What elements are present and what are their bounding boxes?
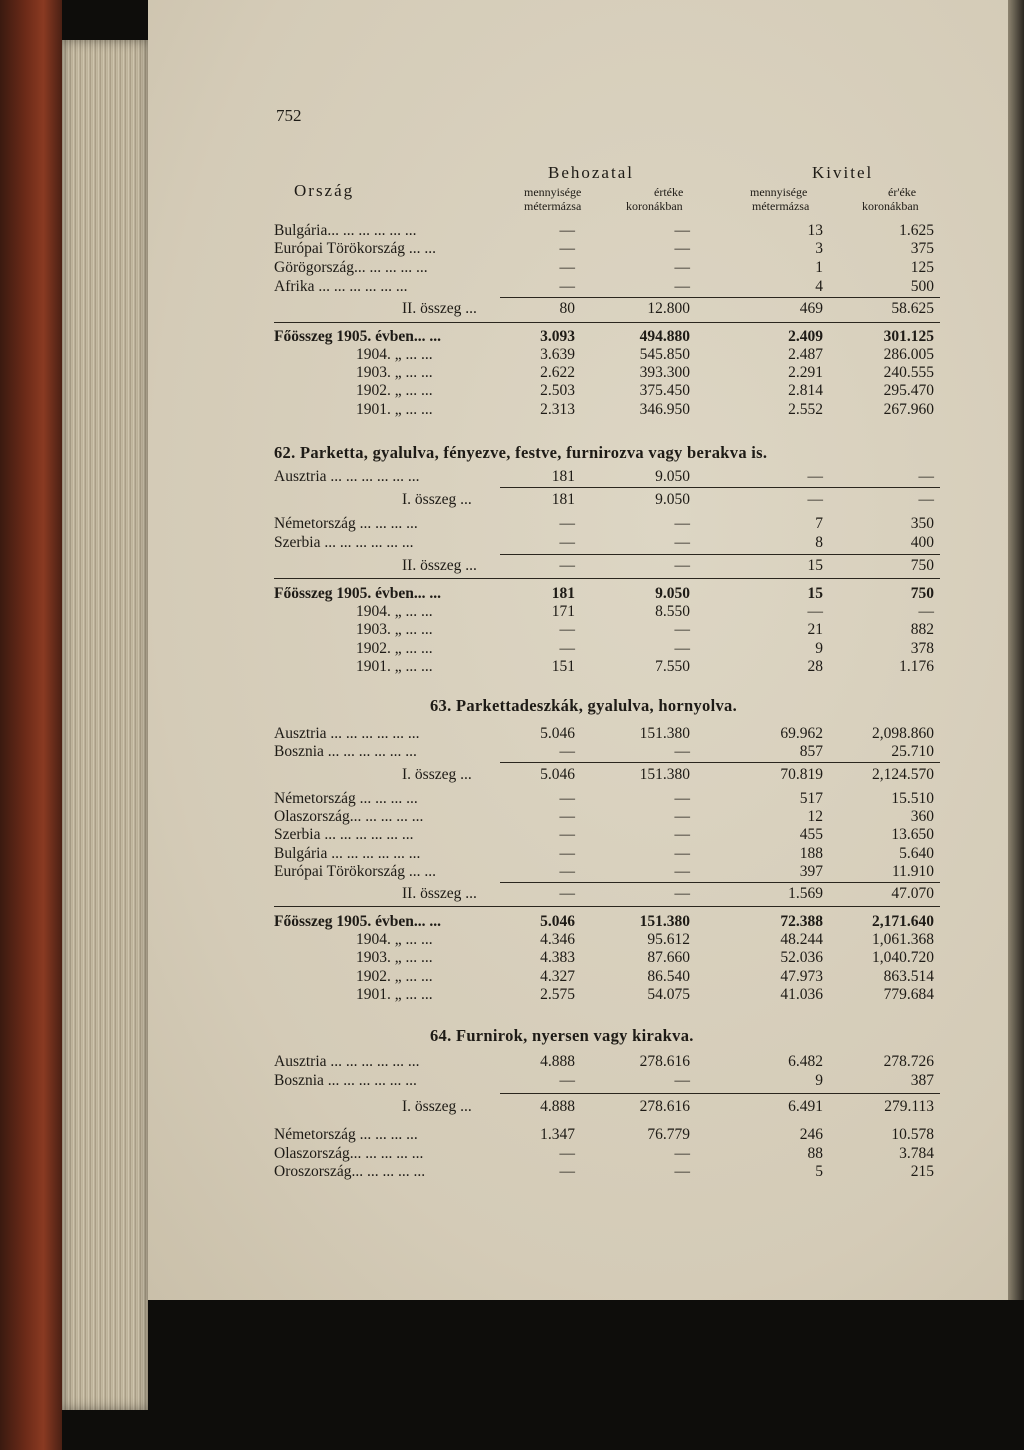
cell-c1: 4.888 — [540, 1053, 575, 1070]
country-label: Németország ... ... ... ... — [274, 1126, 418, 1143]
country-label: Főösszeg 1905. évben... ... — [274, 913, 442, 930]
cell-c2: 151.380 — [639, 725, 690, 742]
cell-c4: 295.470 — [883, 382, 934, 399]
header-kivitel: Kivitel — [812, 163, 874, 182]
cell-c3: 48.244 — [780, 931, 823, 948]
cell-c3: 52.036 — [780, 949, 823, 966]
cell-c3: 47.973 — [780, 968, 823, 985]
cell-c2: — — [674, 863, 690, 880]
country-label: Európai Törökország ... ... — [274, 240, 436, 257]
cell-c4: 125 — [910, 259, 934, 276]
cell-c4: 2,171.640 — [872, 913, 934, 930]
cell-c2: — — [674, 808, 690, 825]
cell-c2: — — [674, 743, 690, 760]
country-label: Szerbia ... ... ... ... ... ... — [274, 534, 414, 551]
section-title: 64. Furnirok, nyersen vagy kirakva. — [430, 1026, 694, 1045]
cell-c2: 87.660 — [647, 949, 690, 966]
cell-c1: — — [559, 808, 575, 825]
rule-line — [274, 906, 940, 907]
cell-c1: 151 — [551, 658, 575, 675]
cell-c4: 15.510 — [891, 790, 934, 807]
header-currency-import: koronákban — [626, 199, 683, 213]
header-qty-import: mennyisége — [524, 185, 582, 199]
header-unit-import: métermázsa — [524, 199, 582, 213]
cell-c3: 15 — [807, 557, 823, 574]
cell-c4: 750 — [910, 585, 934, 602]
cell-c1: 80 — [559, 300, 575, 317]
cell-c1: — — [559, 259, 575, 276]
cell-c4: 47.070 — [891, 885, 934, 902]
cell-c4: 2,098.860 — [872, 725, 934, 742]
country-label: Olaszország... ... ... ... ... — [274, 1145, 424, 1162]
cell-c1: — — [559, 1072, 575, 1089]
cell-c2: — — [674, 259, 690, 276]
cell-c3: 70.819 — [780, 766, 823, 783]
subtotal-label: II. összeg ... — [402, 557, 477, 574]
cell-c1: 2.622 — [540, 364, 575, 381]
header-qty-export: mennyisége — [750, 185, 808, 199]
cell-c4: 11.910 — [891, 863, 934, 880]
cell-c3: 4 — [815, 278, 823, 295]
cell-c4: 863.514 — [883, 968, 934, 985]
cell-c1: — — [559, 1145, 575, 1162]
cell-c3: 455 — [799, 826, 823, 843]
cell-c3: 2.814 — [788, 382, 823, 399]
country-label: Főösszeg 1905. évben... ... — [274, 585, 442, 602]
header-currency-export: koronákban — [862, 199, 919, 213]
cell-c2: 12.800 — [647, 300, 690, 317]
cell-c3: — — [807, 603, 823, 620]
cell-c4: 5.640 — [899, 845, 934, 862]
country-label: Afrika ... ... ... ... ... ... — [274, 278, 408, 295]
cell-c4: 378 — [910, 640, 934, 657]
cell-c1: — — [559, 863, 575, 880]
cell-c1: 3.093 — [540, 328, 575, 345]
cell-c4: 400 — [910, 534, 934, 551]
cell-c1: — — [559, 557, 575, 574]
cell-c2: 375.450 — [639, 382, 690, 399]
year-total-label: 1901. „ ... ... — [356, 658, 433, 675]
cell-c2: 86.540 — [647, 968, 690, 985]
cell-c4: 387 — [910, 1072, 934, 1089]
cell-c1: — — [559, 515, 575, 532]
cell-c4: 360 — [910, 808, 934, 825]
cell-c1: 4.888 — [540, 1098, 575, 1115]
section-title: 63. Parkettadeszkák, gyalulva, hornyolva. — [430, 696, 738, 715]
year-total-label: 1903. „ ... ... — [356, 621, 433, 638]
cell-c3: 69.962 — [780, 725, 823, 742]
cell-c1: 2.503 — [540, 382, 575, 399]
cell-c2: 151.380 — [639, 766, 690, 783]
country-label: Ausztria ... ... ... ... ... ... — [274, 1053, 420, 1070]
cell-c3: 12 — [807, 808, 823, 825]
cell-c3: 88 — [807, 1145, 823, 1162]
header-value-export: ér'éke — [888, 185, 917, 199]
subtotal-label: I. összeg ... — [402, 1098, 472, 1115]
cell-c2: 9.050 — [655, 491, 690, 508]
cell-c2: — — [674, 1072, 690, 1089]
cell-c3: 246 — [799, 1126, 823, 1143]
cell-c2: 151.380 — [639, 913, 690, 930]
cell-c3: 469 — [799, 300, 823, 317]
cell-c1: 1.347 — [540, 1126, 575, 1143]
cell-c4: 350 — [910, 515, 934, 532]
header-value-import: értéke — [654, 185, 684, 199]
cell-c4: 1,061.368 — [872, 931, 934, 948]
cell-c3: 2.552 — [788, 401, 823, 418]
cell-c3: 1.569 — [788, 885, 823, 902]
cell-c3: 3 — [815, 240, 823, 257]
cell-c1: — — [559, 885, 575, 902]
page-number: 752 — [276, 106, 302, 125]
header-unit-export: métermázsa — [752, 199, 810, 213]
country-label: Olaszország... ... ... ... ... — [274, 808, 424, 825]
cell-c4: 779.684 — [883, 986, 934, 1003]
country-label: Görögország... ... ... ... ... — [274, 259, 428, 276]
cell-c3: 397 — [799, 863, 823, 880]
country-label: Európai Törökország ... ... — [274, 863, 436, 880]
cell-c4: 1,040.720 — [872, 949, 934, 966]
cell-c1: — — [559, 743, 575, 760]
cell-c2: 9.050 — [655, 585, 690, 602]
cell-c1: — — [559, 1163, 575, 1180]
cell-c2: 54.075 — [647, 986, 690, 1003]
year-total-label: 1903. „ ... ... — [356, 364, 433, 381]
cell-c1: 181 — [551, 491, 575, 508]
cell-c3: 517 — [799, 790, 823, 807]
cell-c4: 1.625 — [899, 222, 934, 239]
cell-c2: — — [674, 845, 690, 862]
cell-c4: 10.578 — [891, 1126, 934, 1143]
year-total-label: 1902. „ ... ... — [356, 640, 433, 657]
cell-c1: 4.383 — [540, 949, 575, 966]
cell-c3: 9 — [815, 1072, 823, 1089]
cell-c4: 1.176 — [899, 658, 934, 675]
cell-c2: — — [674, 278, 690, 295]
cell-c1: — — [559, 621, 575, 638]
cell-c3: 2.409 — [788, 328, 823, 345]
cell-c3: 72.388 — [780, 913, 823, 930]
country-label: Oroszország... ... ... ... ... — [274, 1163, 426, 1180]
header-orszag: Ország — [294, 181, 355, 200]
country-label: Szerbia ... ... ... ... ... ... — [274, 826, 414, 843]
rule-line — [500, 1093, 940, 1094]
cell-c2: — — [674, 826, 690, 843]
cell-c1: 4.327 — [540, 968, 575, 985]
cell-c2: — — [674, 885, 690, 902]
country-label: Ausztria ... ... ... ... ... ... — [274, 468, 420, 485]
cell-c3: 6.482 — [788, 1053, 823, 1070]
cell-c1: 3.639 — [540, 346, 575, 363]
cell-c4: 215 — [910, 1163, 934, 1180]
cell-c2: — — [674, 515, 690, 532]
cell-c2: 393.300 — [639, 364, 690, 381]
section-title: 62. Parketta, gyalulva, fényezve, festve, furnirozva vagy berakva is. — [274, 443, 768, 462]
cell-c2: — — [674, 534, 690, 551]
cell-c3: 5 — [815, 1163, 823, 1180]
cell-c3: 857 — [799, 743, 823, 760]
book-binding — [0, 0, 62, 1450]
cell-c2: — — [674, 621, 690, 638]
year-total-label: 1904. „ ... ... — [356, 346, 433, 363]
cell-c1: 181 — [551, 468, 575, 485]
cell-c2: — — [674, 640, 690, 657]
cell-c4: 279.113 — [884, 1098, 934, 1115]
rule-line — [274, 322, 940, 323]
subtotal-label: I. összeg ... — [402, 491, 472, 508]
cell-c1: — — [559, 222, 575, 239]
cell-c4: 301.125 — [883, 328, 934, 345]
country-label: Ausztria ... ... ... ... ... ... — [274, 725, 420, 742]
cell-c4: 25.710 — [891, 743, 934, 760]
year-total-label: 1901. „ ... ... — [356, 986, 433, 1003]
cell-c3: 9 — [815, 640, 823, 657]
cell-c1: 171 — [551, 603, 575, 620]
cell-c4: 2,124.570 — [872, 766, 934, 783]
year-total-label: 1904. „ ... ... — [356, 931, 433, 948]
cell-c4: 3.784 — [899, 1145, 934, 1162]
cell-c3: 21 — [807, 621, 823, 638]
cell-c1: 181 — [551, 585, 575, 602]
cell-c4: — — [918, 491, 934, 508]
country-label: Németország ... ... ... ... — [274, 515, 418, 532]
country-label: Bosznia ... ... ... ... ... ... — [274, 1072, 417, 1089]
cell-c1: — — [559, 826, 575, 843]
header-behozatal: Behozatal — [548, 163, 634, 182]
cell-c2: 76.779 — [647, 1126, 690, 1143]
subtotal-label: II. összeg ... — [402, 885, 477, 902]
cell-c2: 545.850 — [639, 346, 690, 363]
year-total-label: 1904. „ ... ... — [356, 603, 433, 620]
cell-c4: 286.005 — [883, 346, 934, 363]
cell-c2: 278.616 — [639, 1098, 690, 1115]
cell-c3: 13 — [807, 222, 823, 239]
rule-line — [500, 487, 940, 488]
rule-line — [500, 554, 940, 555]
cell-c3: 188 — [799, 845, 823, 862]
year-total-label: 1902. „ ... ... — [356, 382, 433, 399]
cell-c2: 494.880 — [639, 328, 690, 345]
cell-c1: — — [559, 640, 575, 657]
cell-c4: 500 — [910, 278, 934, 295]
cell-c3: 2.487 — [788, 346, 823, 363]
year-total-label: 1901. „ ... ... — [356, 401, 433, 418]
cell-c2: — — [674, 240, 690, 257]
cell-c1: — — [559, 534, 575, 551]
cell-c2: 9.050 — [655, 468, 690, 485]
cell-c1: 5.046 — [540, 725, 575, 742]
rule-line — [500, 882, 940, 883]
cell-c1: 5.046 — [540, 766, 575, 783]
cell-c1: 4.346 — [540, 931, 575, 948]
cell-c2: 95.612 — [647, 931, 690, 948]
cell-c3: — — [807, 491, 823, 508]
cell-c1: 2.313 — [540, 401, 575, 418]
cell-c3: 8 — [815, 534, 823, 551]
cell-c3: 7 — [815, 515, 823, 532]
cell-c2: 7.550 — [655, 658, 690, 675]
rule-line — [500, 762, 940, 763]
page-right-edge — [1008, 0, 1024, 1300]
cell-c1: — — [559, 790, 575, 807]
country-label: Németország ... ... ... ... — [274, 790, 418, 807]
rule-line — [500, 297, 940, 298]
cell-c1: 5.046 — [540, 913, 575, 930]
cell-c4: 58.625 — [891, 300, 934, 317]
cell-c2: — — [674, 1145, 690, 1162]
cell-c1: — — [559, 240, 575, 257]
cell-c4: 267.960 — [883, 401, 934, 418]
year-total-label: 1902. „ ... ... — [356, 968, 433, 985]
rule-line — [274, 578, 940, 579]
country-label: Főösszeg 1905. évben... ... — [274, 328, 442, 345]
cell-c1: 2.575 — [540, 986, 575, 1003]
cell-c4: 750 — [910, 557, 934, 574]
cell-c4: 375 — [910, 240, 934, 257]
cell-c4: — — [918, 603, 934, 620]
cell-c2: 278.616 — [639, 1053, 690, 1070]
cell-c2: 8.550 — [655, 603, 690, 620]
subtotal-label: I. összeg ... — [402, 766, 472, 783]
year-total-label: 1903. „ ... ... — [356, 949, 433, 966]
cell-c3: — — [807, 468, 823, 485]
cell-c3: 15 — [807, 585, 823, 602]
cell-c4: 278.726 — [883, 1053, 934, 1070]
page-edges — [62, 40, 148, 1410]
cell-c4: 13.650 — [891, 826, 934, 843]
country-label: Bulgária ... ... ... ... ... ... — [274, 845, 421, 862]
cell-c1: — — [559, 278, 575, 295]
cell-c2: — — [674, 790, 690, 807]
cell-c4: 240.555 — [883, 364, 934, 381]
cell-c3: 6.491 — [788, 1098, 823, 1115]
cell-c2: — — [674, 1163, 690, 1180]
country-label: Bosznia ... ... ... ... ... ... — [274, 743, 417, 760]
country-label: Bulgária... ... ... ... ... ... — [274, 222, 417, 239]
cell-c2: 346.950 — [639, 401, 690, 418]
cell-c3: 28 — [807, 658, 823, 675]
cell-c2: — — [674, 222, 690, 239]
subtotal-label: II. összeg ... — [402, 300, 477, 317]
cell-c3: 2.291 — [788, 364, 823, 381]
cell-c3: 1 — [815, 259, 823, 276]
cell-c4: — — [918, 468, 934, 485]
cell-c2: — — [674, 557, 690, 574]
cell-c4: 882 — [910, 621, 934, 638]
cell-c1: — — [559, 845, 575, 862]
cell-c3: 41.036 — [780, 986, 823, 1003]
